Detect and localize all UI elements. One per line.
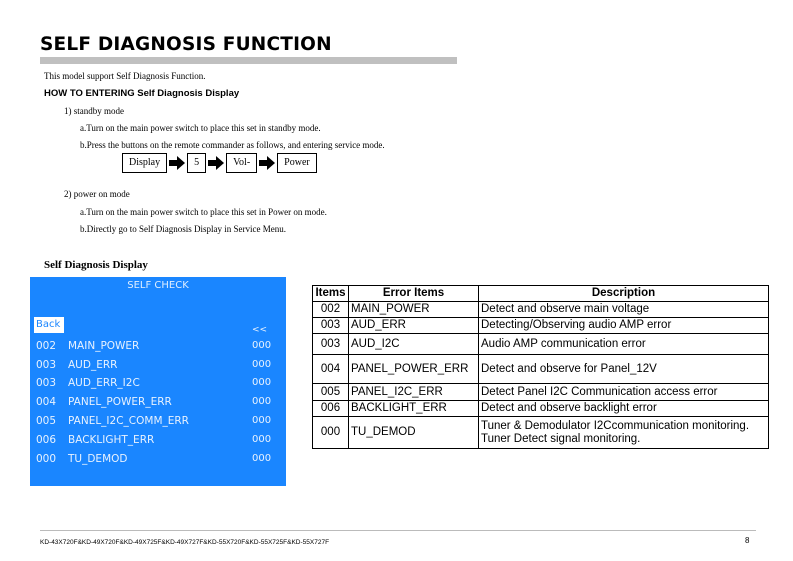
table-row bbox=[313, 302, 769, 318]
header-description: Description bbox=[479, 286, 769, 302]
arrow-right-icon bbox=[257, 153, 277, 173]
key-5: 5 bbox=[187, 153, 206, 173]
row-value: 000 bbox=[252, 396, 272, 407]
row-code: 005 bbox=[36, 415, 57, 427]
cell-item: 004 bbox=[313, 355, 349, 384]
poweron-heading: 2) power on mode bbox=[64, 189, 130, 199]
screen-row[interactable] bbox=[36, 434, 276, 448]
header-items: Items bbox=[313, 286, 349, 302]
table-row bbox=[313, 401, 769, 417]
key-vol-minus: Vol- bbox=[226, 153, 257, 173]
cell-error: AUD_I2C bbox=[349, 334, 479, 355]
table-row bbox=[313, 334, 769, 355]
page-number: 8 bbox=[745, 536, 750, 545]
back-button[interactable]: Back bbox=[34, 317, 64, 333]
row-code: 002 bbox=[36, 340, 57, 352]
cell-item: 000 bbox=[313, 417, 349, 449]
row-name: PANEL_POWER_ERR bbox=[68, 396, 172, 408]
poweron-step-a: a.Turn on the main power switch to place this set in Power on mode. bbox=[80, 207, 327, 217]
row-name: MAIN_POWER bbox=[68, 340, 140, 352]
row-code: 000 bbox=[36, 453, 57, 465]
screen-row[interactable] bbox=[36, 453, 276, 467]
row-code: 004 bbox=[36, 396, 57, 408]
desc-line: Tuner Detect signal monitoring. bbox=[481, 432, 641, 445]
header-error-items: Error Items bbox=[349, 286, 479, 302]
table-row bbox=[313, 355, 769, 384]
cell-error: AUD_ERR bbox=[349, 318, 479, 334]
cell-item: 002 bbox=[313, 302, 349, 318]
how-heading: HOW TO ENTERING Self Diagnosis Display bbox=[44, 88, 240, 99]
cell-desc: Audio AMP communication error bbox=[479, 334, 769, 355]
page-title: SELF DIAGNOSIS FUNCTION bbox=[40, 34, 332, 55]
cell-error: BACKLIGHT_ERR bbox=[349, 401, 479, 417]
cell-desc: Detect and observe main voltage bbox=[479, 302, 769, 318]
footer-divider bbox=[40, 530, 756, 531]
row-name: AUD_ERR_I2C bbox=[68, 377, 140, 389]
cell-item: 003 bbox=[313, 334, 349, 355]
standby-step-a: a.Turn on the main power switch to place this set in standby mode. bbox=[80, 123, 321, 133]
screen-row[interactable] bbox=[36, 415, 276, 429]
error-items-table bbox=[312, 285, 769, 449]
footer-models: KD-43X720F&KD-49X720F&KD-49X725F&KD-49X727F&KD-55X720F&KD-55X725F&KD-55X727F bbox=[40, 539, 330, 546]
cell-desc: Detect and observe backlight error bbox=[479, 401, 769, 417]
row-code: 006 bbox=[36, 434, 57, 446]
desc-line: Tuner & Demodulator I2Ccommunication monitoring. bbox=[481, 419, 750, 432]
table-row bbox=[313, 318, 769, 334]
cell-error: MAIN_POWER bbox=[349, 302, 479, 318]
row-code: 003 bbox=[36, 377, 57, 389]
cell-error: PANEL_POWER_ERR bbox=[349, 355, 479, 384]
key-power: Power bbox=[277, 153, 317, 173]
screen-row[interactable] bbox=[36, 340, 276, 354]
row-value: 000 bbox=[252, 434, 272, 445]
return-indicator: << bbox=[252, 325, 268, 335]
row-value: 000 bbox=[252, 359, 272, 370]
cell-desc: Detect and observe for Panel_12V bbox=[479, 355, 769, 384]
screen-row[interactable] bbox=[36, 377, 276, 391]
title-underline bbox=[40, 57, 457, 64]
intro-text: This model support Self Diagnosis Function. bbox=[44, 71, 206, 81]
row-name: PANEL_I2C_COMM_ERR bbox=[68, 415, 189, 427]
row-name: AUD_ERR bbox=[68, 359, 118, 371]
cell-desc: Detecting/Observing audio AMP error bbox=[479, 318, 769, 334]
arrow-right-icon bbox=[167, 153, 187, 173]
standby-step-b: b.Press the buttons on the remote commander as follows, and entering service mode. bbox=[80, 140, 385, 150]
cell-desc: Detect Panel I2C Communication access error bbox=[479, 384, 769, 401]
cell-desc bbox=[479, 417, 769, 449]
screen-title: SELF CHECK bbox=[127, 280, 189, 291]
cell-item: 003 bbox=[313, 318, 349, 334]
screen-row[interactable] bbox=[36, 396, 276, 410]
row-value: 000 bbox=[252, 415, 272, 426]
cell-error: TU_DEMOD bbox=[349, 417, 479, 449]
cell-error: PANEL_I2C_ERR bbox=[349, 384, 479, 401]
row-name: TU_DEMOD bbox=[68, 453, 128, 465]
self-check-screen bbox=[30, 277, 286, 486]
table-row bbox=[313, 417, 769, 449]
remote-key-sequence bbox=[122, 153, 317, 173]
arrow-right-icon bbox=[206, 153, 226, 173]
row-value: 000 bbox=[252, 340, 272, 351]
standby-heading: 1) standby mode bbox=[64, 106, 124, 116]
cell-item: 006 bbox=[313, 401, 349, 417]
row-value: 000 bbox=[252, 453, 272, 464]
key-display: Display bbox=[122, 153, 167, 173]
poweron-step-b: b.Directly go to Self Diagnosis Display in Service Menu. bbox=[80, 224, 286, 234]
table-row bbox=[313, 384, 769, 401]
row-code: 003 bbox=[36, 359, 57, 371]
screen-row[interactable] bbox=[36, 359, 276, 373]
row-value: 000 bbox=[252, 377, 272, 388]
display-heading: Self Diagnosis Display bbox=[44, 259, 148, 271]
row-name: BACKLIGHT_ERR bbox=[68, 434, 155, 446]
cell-item: 005 bbox=[313, 384, 349, 401]
